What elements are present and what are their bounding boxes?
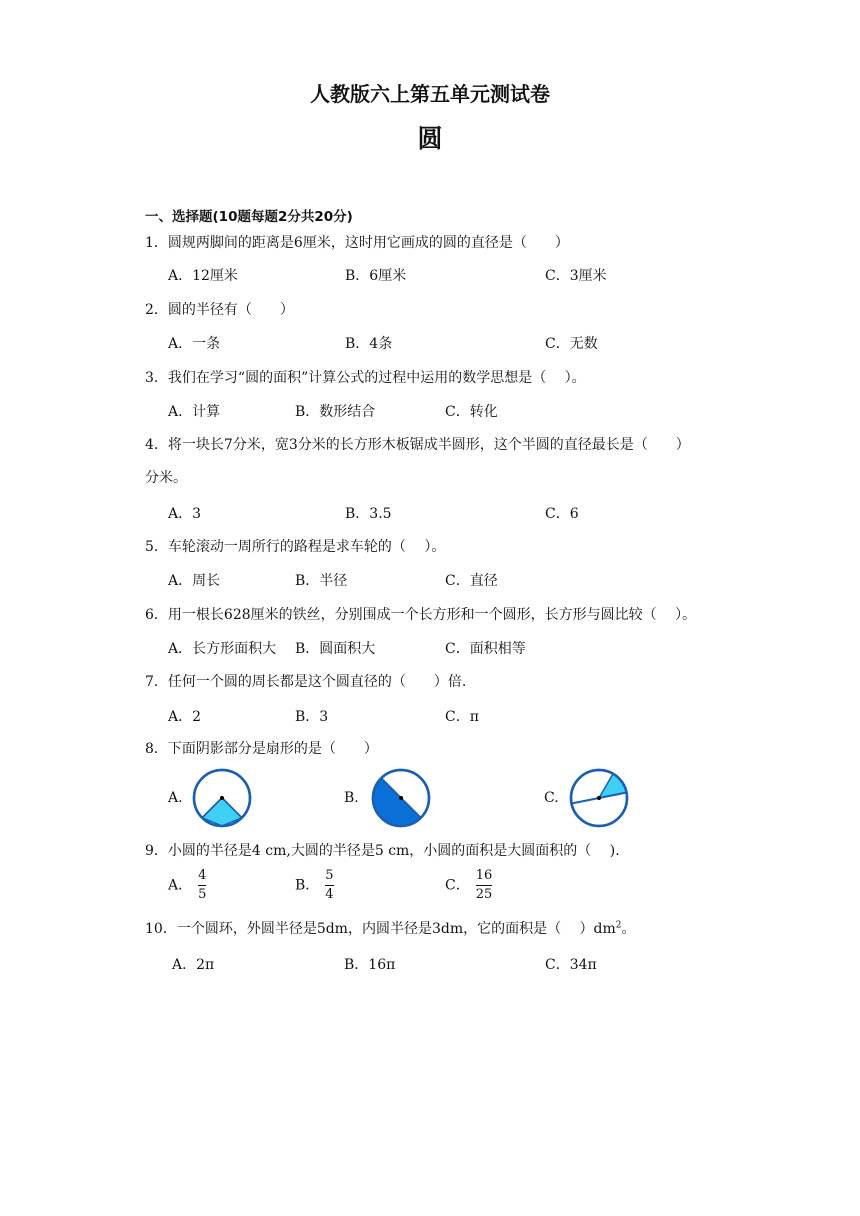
q9-option-c[interactable] [445,868,492,903]
q9-option-c-label: C． [445,877,470,894]
section-heading: 一、选择题(10题每题2分共20分) [145,209,353,225]
fraction-numerator: 5 [325,868,334,883]
question-4: 4．将一块长7分米，宽3分米的长方形木板锯成半圆形，这个半圆的直径最长是（ ） [145,437,690,453]
q9-fraction-b [325,868,333,903]
q3-option-a[interactable]: A．计算 [168,404,221,420]
q5-option-c[interactable]: C．直径 [445,573,498,589]
sector-figure-c-icon[interactable] [568,767,630,829]
fraction-numerator: 16 [475,868,493,883]
question-10-text: 10．一个圆环，外圆半径是5dm，内圆半径是3dm，它的面积是（ ）dm [145,921,616,937]
q6-option-a[interactable]: A．长方形面积大 [168,641,277,657]
q7-option-c[interactable]: C．π [445,709,479,725]
q6-option-b[interactable]: B．圆面积大 [295,641,376,657]
page-subtitle: 圆 [417,124,443,153]
question-2: 2．圆的半径有（ ） [145,302,294,318]
question-9: 9．小圆的半径是4 cm,大圆的半径是5 cm，小圆的面积是大圆面积的（ ). [145,843,620,859]
question-1: 1．圆规两脚间的距离是6厘米，这时用它画成的圆的直径是（ ） [145,235,569,251]
q10-option-c[interactable]: C．34π [545,957,597,973]
sector-figure-a-icon[interactable] [191,767,253,829]
q7-option-a[interactable]: A．2 [168,709,202,725]
q10-option-b[interactable]: B．16π [344,957,396,973]
q2-option-a[interactable]: A．一条 [168,336,221,352]
fraction-denominator: 5 [198,887,207,902]
q3-option-c[interactable]: C．转化 [445,404,498,420]
q9-option-b[interactable] [295,868,334,903]
question-3: 3．我们在学习“圆的面积”计算公式的过程中运用的数学思想是（ ）。 [145,370,586,386]
sector-figure-b-icon[interactable] [370,767,432,829]
page-title: 人教版六上第五单元测试卷 [310,82,550,106]
q9-fraction-c [476,868,493,903]
q1-option-b[interactable]: B．6厘米 [345,268,407,284]
q3-option-b[interactable]: B．数形结合 [295,404,376,420]
q4-option-a[interactable]: A．3 [168,506,202,522]
question-10 [145,918,636,938]
q2-option-b[interactable]: B．4条 [345,336,393,352]
q1-option-a[interactable]: A．12厘米 [168,268,238,284]
question-4-continued: 分米。 [145,470,187,486]
q8-option-a[interactable]: A. [168,790,183,806]
q8-option-c[interactable]: C. [544,790,559,806]
question-10-end: 。 [621,921,636,937]
q6-option-c[interactable]: C．面积相等 [445,641,526,657]
q4-option-b[interactable]: B．3.5 [345,506,392,522]
fraction-numerator: 4 [198,868,207,883]
q10-option-a[interactable]: A．2π [172,957,215,973]
fraction-denominator: 25 [475,887,493,902]
q8-option-b[interactable]: B. [344,790,359,806]
q2-option-c[interactable]: C．无数 [545,336,598,352]
question-8: 8．下面阴影部分是扇形的是（ ） [145,741,378,757]
q9-option-b-label: B． [295,877,320,894]
q9-fraction-a [198,868,206,903]
q5-option-b[interactable]: B．半径 [295,573,348,589]
q9-option-a[interactable] [168,868,206,903]
q4-option-c[interactable]: C．6 [545,506,579,522]
q5-option-a[interactable]: A．周长 [168,573,221,589]
question-5: 5．车轮滚动一周所行的路程是求车轮的（ ）。 [145,539,446,555]
fraction-denominator: 4 [325,887,334,902]
question-6: 6．用一根长628厘米的铁丝，分别围成一个长方形和一个圆形，长方形与圆比较（ ）。 [145,607,697,623]
q7-option-b[interactable]: B．3 [295,709,329,725]
question-7: 7．任何一个圆的周长都是这个圆直径的（ ）倍. [145,674,467,690]
superscript: 2 [615,920,622,931]
q9-option-a-label: A． [168,877,193,894]
q1-option-c[interactable]: C．3厘米 [545,268,607,284]
